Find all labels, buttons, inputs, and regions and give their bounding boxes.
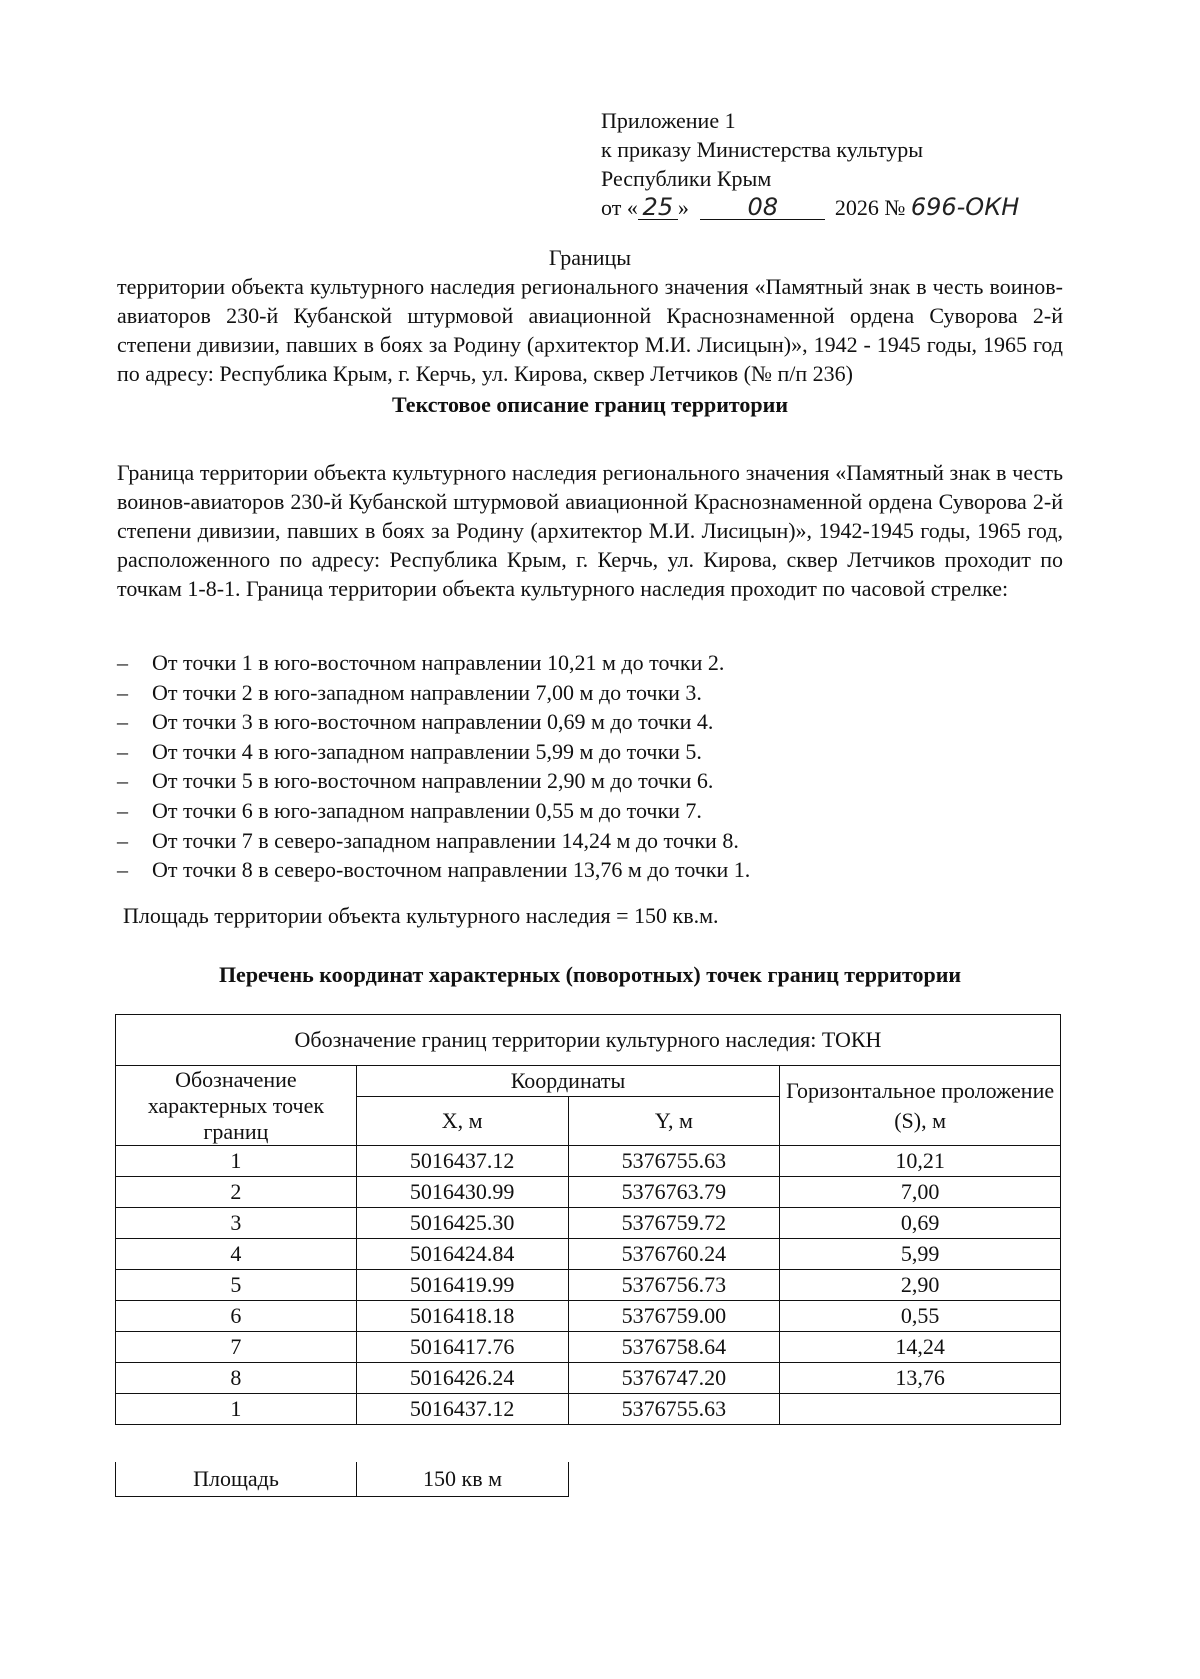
table-row: 1 5016437.12 5376755.63 bbox=[116, 1394, 1061, 1425]
coordinates-table bbox=[115, 1014, 1061, 1425]
date-year: 2026 № bbox=[834, 195, 906, 220]
area-label: Площадь bbox=[116, 1462, 357, 1497]
table-row: 8 5016426.24 5376747.20 13,76 bbox=[116, 1363, 1061, 1394]
appendix-line-3: Республики Крым bbox=[601, 166, 772, 191]
table-row bbox=[116, 1462, 569, 1497]
table-heading: Перечень координат характерных (поворотных) точек границ территории bbox=[218, 962, 962, 987]
list-item: – От точки 6 в юго-западном направлении 0,55 м до точки 7. bbox=[117, 797, 702, 823]
list-item: – От точки 1 в юго-восточном направлении 10,21 м до точки 2. bbox=[117, 650, 725, 675]
table-row: 3 5016425.30 5376759.72 0,69 bbox=[116, 1208, 1061, 1239]
title-heading: Границы bbox=[548, 245, 632, 270]
date-day: 25 bbox=[638, 195, 678, 220]
table-row: 5 5016419.99 5376756.73 2,90 bbox=[116, 1270, 1061, 1301]
list-item: – От точки 2 в юго-западном направлении 7,00 м до точки 3. bbox=[117, 679, 702, 705]
date-month: 08 bbox=[700, 195, 825, 220]
list-item: – От точки 3 в юго-восточном направлении 0,69 м до точки 4. bbox=[117, 709, 714, 735]
header-point: Обозначение характерных точек границ bbox=[116, 1066, 357, 1146]
document-title bbox=[117, 243, 1063, 419]
list-item: – От точки 5 в юго-восточном направлении 2,90 м до точки 6. bbox=[117, 768, 714, 794]
area-value: 150 кв м bbox=[357, 1462, 569, 1497]
table-row: 4 5016424.84 5376760.24 5,99 bbox=[116, 1239, 1061, 1270]
appendix-date-line bbox=[601, 193, 1019, 222]
header-x: X, м bbox=[356, 1097, 568, 1146]
list-item: – От точки 7 в северо-западном направлении 14,24 м до точки 8. bbox=[117, 827, 739, 853]
table-row: 7 5016417.76 5376758.64 14,24 bbox=[116, 1332, 1061, 1363]
description-heading: Текстовое описание границ территории bbox=[391, 392, 789, 417]
date-prefix: от « bbox=[601, 195, 638, 220]
table-row: 2 5016430.99 5376763.79 7,00 bbox=[116, 1177, 1061, 1208]
area-statement: Площадь территории объекта культурного наследия = 150 кв.м. bbox=[123, 903, 719, 928]
appendix-block bbox=[601, 106, 1019, 222]
boundary-description: Граница территории объекта культурного наследия регионального значения «Памятный знак в честь воинов-авиаторов 230-й Кубанской штурмовой авиационной Краснознаменной ордена Суворова 2-й степени дивизии, павших в боях за Родину (архитектор М.И. Лисицын)», 1942-1945 годы, 1965 год, расположенного по адресу: Республика Крым, г. Керчь, ул. Кирова, сквер Летчиков проходит по точкам 1-8-1. Граница территории объекта культурного наследия проходит по часовой стрелке: bbox=[117, 460, 1063, 601]
appendix-line-2: к приказу Министерства культуры bbox=[601, 137, 924, 162]
date-mid: » bbox=[677, 195, 689, 220]
header-distance: Горизонтальное проложение (S), м bbox=[780, 1066, 1061, 1146]
table-row: 1 5016437.12 5376755.63 10,21 bbox=[116, 1146, 1061, 1177]
segment-list bbox=[117, 648, 750, 885]
header-y: Y, м bbox=[568, 1097, 780, 1146]
list-item: – От точки 4 в юго-западном направлении 5,99 м до точки 5. bbox=[117, 738, 702, 764]
header-coordinates: Координаты bbox=[356, 1066, 780, 1097]
table-row: 6 5016418.18 5376759.00 0,55 bbox=[116, 1301, 1061, 1332]
title-body: территории объекта культурного наследия регионального значения «Памятный знак в честь воинов-авиаторов 230-й Кубанской штурмовой авиационной Краснознаменной ордена Суворова 2-й степени дивизии, павших в боях за Родину (архитектор М.И. Лисицын)», 1942 - 1945 годы, 1965 год по адресу: Республика Крым, г. Керчь, ул. Кирова, сквер Летчиков (№ п/п 236) bbox=[117, 274, 1063, 386]
area-table bbox=[115, 1462, 569, 1497]
order-number: 696-ОКН bbox=[910, 193, 1020, 221]
table-caption: Обозначение границ территории культурного наследия: ТОКН bbox=[116, 1015, 1061, 1066]
appendix-line-1: Приложение 1 bbox=[601, 108, 736, 133]
list-item: – От точки 8 в северо-восточном направлении 13,76 м до точки 1. bbox=[117, 857, 751, 883]
